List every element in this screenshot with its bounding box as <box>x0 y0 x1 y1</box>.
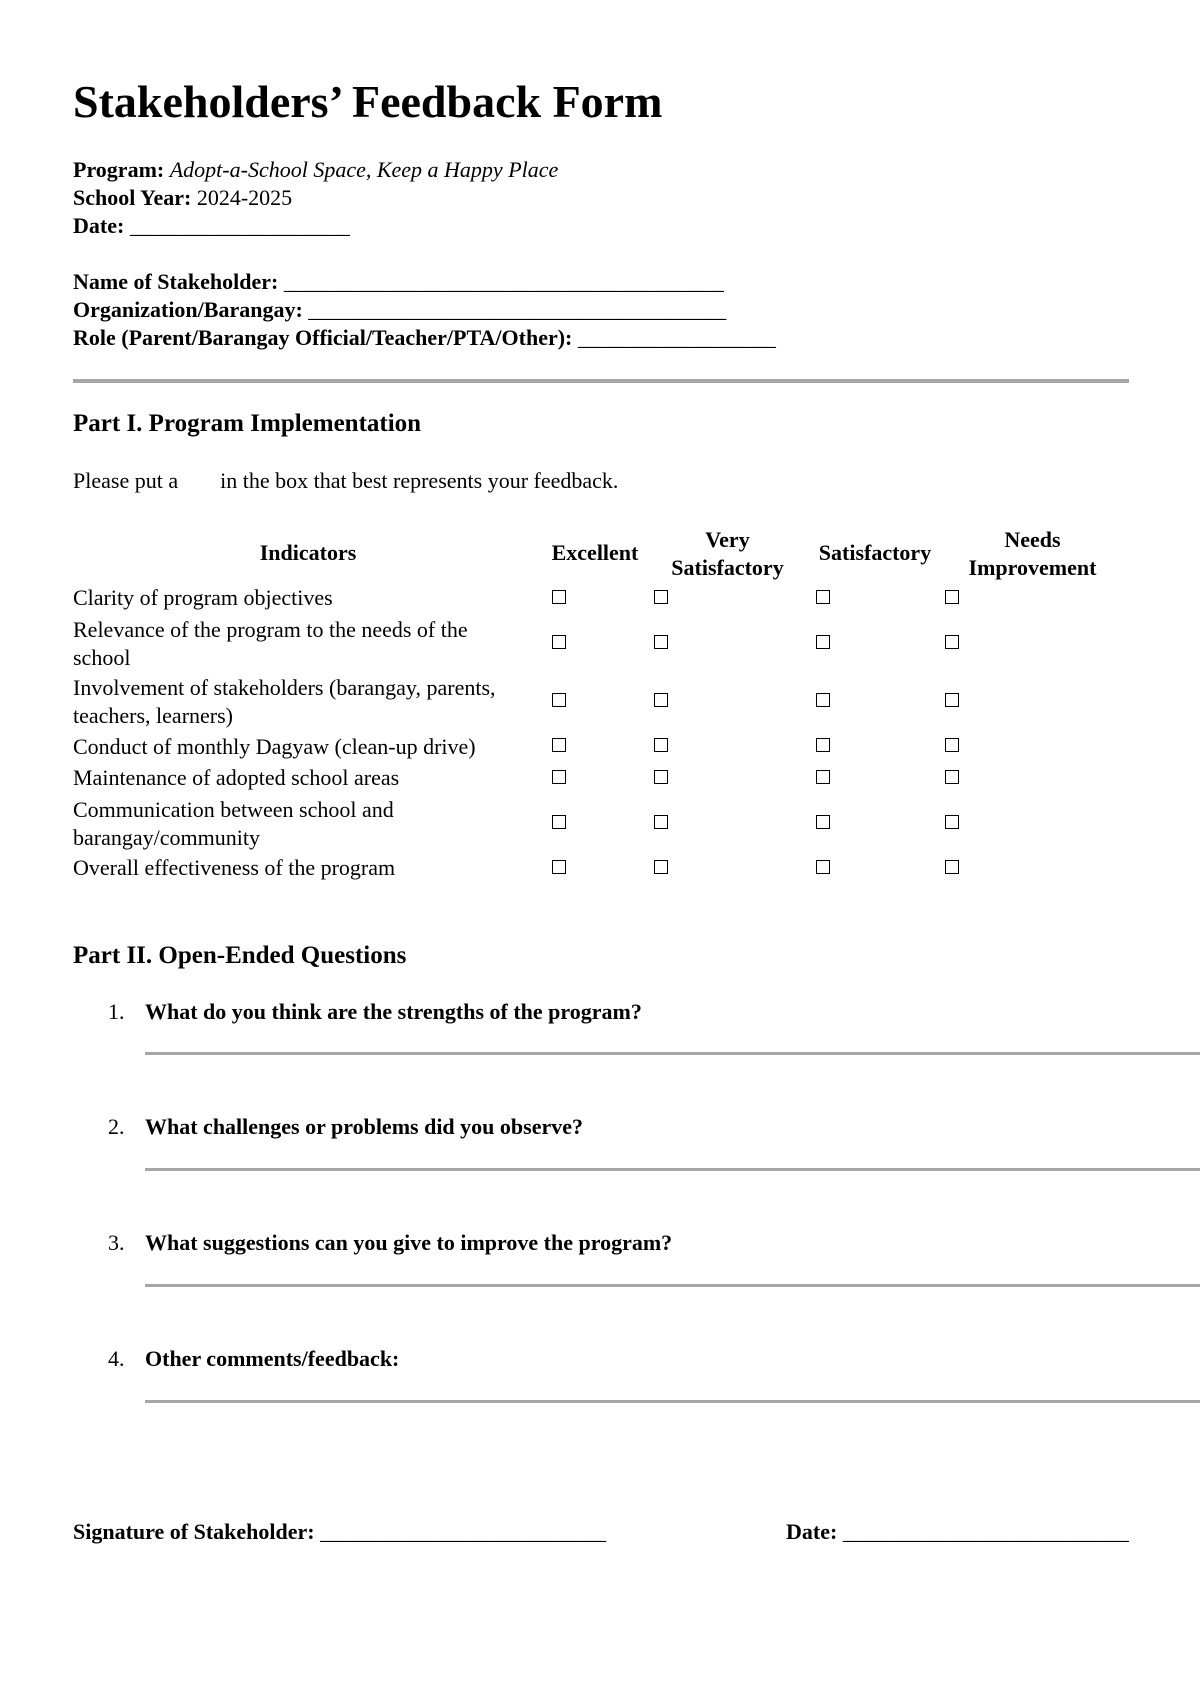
question-3-text: What suggestions can you give to improve the program? <box>145 1230 673 1255</box>
indicator-label: Overall effectiveness of the program <box>73 855 396 880</box>
checkbox-satisfactory[interactable] <box>816 590 830 604</box>
indicator-label: Clarity of program objectives <box>73 585 333 610</box>
checkbox-excellent[interactable] <box>552 738 566 752</box>
indicator-label-line2: school <box>73 645 131 670</box>
checkbox-satisfactory[interactable] <box>816 635 830 649</box>
header-indicators: Indicators <box>259 540 357 565</box>
name-line <box>73 268 724 296</box>
section-divider <box>73 379 1129 383</box>
program-line <box>73 156 558 184</box>
question-4-text: Other comments/feedback: <box>145 1346 400 1371</box>
date-line <box>73 212 350 240</box>
signature-date-label: Date: <box>786 1519 838 1544</box>
organization-field[interactable]: ______________________________________ <box>308 297 727 322</box>
signature-label: Signature of Stakeholder: <box>73 1519 315 1544</box>
school-year-label: School Year: <box>73 185 192 210</box>
form-title: Stakeholders’ Feedback Form <box>73 76 663 127</box>
checkbox-very-satisfactory[interactable] <box>654 635 668 649</box>
signature-date-line <box>786 1518 1129 1546</box>
checkbox-excellent[interactable] <box>552 635 566 649</box>
name-field[interactable]: ________________________________________ <box>283 269 724 294</box>
date-field[interactable]: ____________________ <box>129 213 350 238</box>
name-label: Name of Stakeholder: <box>73 269 279 294</box>
organization-line <box>73 296 726 324</box>
signature-date-field[interactable]: __________________________ <box>842 1519 1129 1544</box>
checkbox-excellent[interactable] <box>552 693 566 707</box>
indicator-label: Conduct of monthly Dagyaw (clean-up drive) <box>73 734 476 759</box>
checkbox-satisfactory[interactable] <box>816 860 830 874</box>
question-3-answer-line[interactable] <box>145 1284 1200 1287</box>
question-3-number: 3. <box>108 1230 125 1255</box>
header-excellent: Excellent <box>551 540 639 565</box>
indicator-label-line1: Communication between school and <box>73 797 394 822</box>
checkbox-needs-improvement[interactable] <box>945 635 959 649</box>
part2-title: Part II. Open-Ended Questions <box>73 942 407 969</box>
header-needs-improvement-line2: Improvement <box>968 555 1097 580</box>
program-value: Adopt-a-School Space, Keep a Happy Place <box>169 157 559 182</box>
header-needs-improvement-line1: Needs <box>1004 527 1061 552</box>
part1-instruction <box>73 467 618 495</box>
indicator-row-1 <box>73 584 545 612</box>
checkbox-satisfactory[interactable] <box>816 815 830 829</box>
signature-line <box>73 1518 606 1546</box>
checkbox-satisfactory[interactable] <box>816 770 830 784</box>
part1-title: Part I. Program Implementation <box>73 410 422 437</box>
indicator-label-line2: barangay/community <box>73 825 260 850</box>
question-2-answer-line[interactable] <box>145 1168 1200 1171</box>
checkbox-needs-improvement[interactable] <box>945 770 959 784</box>
instruction-after: in the box that best represents your feedback. <box>220 468 619 493</box>
header-satisfactory: Satisfactory <box>818 540 932 565</box>
header-needs-improvement <box>955 526 1110 582</box>
question-4-number: 4. <box>108 1346 125 1371</box>
question-1-answer-line[interactable] <box>145 1052 1200 1055</box>
date-label: Date: <box>73 213 125 238</box>
checkbox-needs-improvement[interactable] <box>945 693 959 707</box>
role-field[interactable]: __________________ <box>577 325 776 350</box>
indicator-row-5 <box>73 764 545 792</box>
question-1-number: 1. <box>108 999 125 1024</box>
checkbox-very-satisfactory[interactable] <box>654 738 668 752</box>
question-4-answer-line[interactable] <box>145 1400 1200 1403</box>
indicator-label-line2: teachers, learners) <box>73 703 234 728</box>
instruction-before: Please put a <box>73 468 179 493</box>
checkbox-excellent[interactable] <box>552 860 566 874</box>
header-very-satisfactory <box>660 526 795 582</box>
role-label: Role (Parent/Barangay Official/Teacher/PTA/Other): <box>73 325 573 350</box>
indicator-label-line1: Relevance of the program to the needs of the <box>73 617 468 642</box>
indicator-label-line1: Involvement of stakeholders (barangay, parents, <box>73 675 496 700</box>
checkbox-very-satisfactory[interactable] <box>654 693 668 707</box>
header-very-satisfactory-line2: Satisfactory <box>671 555 784 580</box>
indicator-row-6 <box>73 796 545 852</box>
checkbox-needs-improvement[interactable] <box>945 815 959 829</box>
checkbox-very-satisfactory[interactable] <box>654 770 668 784</box>
indicator-row-2 <box>73 616 545 672</box>
program-label: Program: <box>73 157 165 182</box>
checkbox-excellent[interactable] <box>552 770 566 784</box>
checkbox-very-satisfactory[interactable] <box>654 860 668 874</box>
indicator-row-4 <box>73 733 545 761</box>
indicator-row-3 <box>73 674 545 730</box>
checkbox-excellent[interactable] <box>552 590 566 604</box>
question-2-text: What challenges or problems did you observe? <box>145 1114 583 1139</box>
organization-label: Organization/Barangay: <box>73 297 303 322</box>
signature-field[interactable]: __________________________ <box>320 1519 607 1544</box>
role-line <box>73 324 776 352</box>
indicator-row-7 <box>73 854 545 882</box>
header-very-satisfactory-line1: Very <box>705 527 750 552</box>
checkbox-excellent[interactable] <box>552 815 566 829</box>
question-2-number: 2. <box>108 1114 125 1139</box>
indicator-label: Maintenance of adopted school areas <box>73 765 400 790</box>
checkbox-needs-improvement[interactable] <box>945 590 959 604</box>
checkbox-satisfactory[interactable] <box>816 738 830 752</box>
checkbox-satisfactory[interactable] <box>816 693 830 707</box>
checkbox-very-satisfactory[interactable] <box>654 815 668 829</box>
checkbox-needs-improvement[interactable] <box>945 738 959 752</box>
checkbox-very-satisfactory[interactable] <box>654 590 668 604</box>
school-year-line <box>73 184 292 212</box>
question-1-text: What do you think are the strengths of the program? <box>145 999 642 1024</box>
school-year-value: 2024-2025 <box>196 185 293 210</box>
checkbox-needs-improvement[interactable] <box>945 860 959 874</box>
